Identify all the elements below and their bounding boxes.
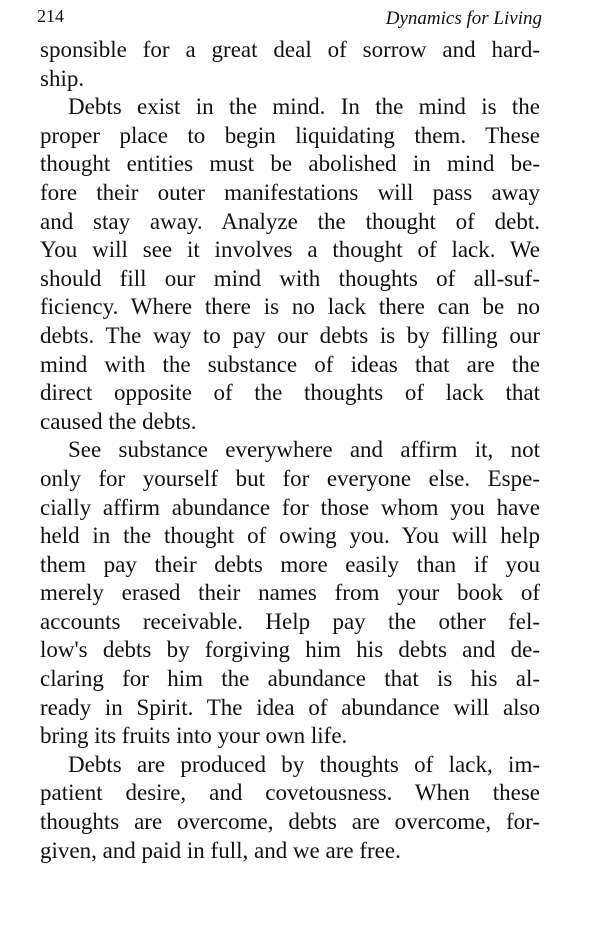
text-line: ready in Spirit. The idea of abundance will also [40,694,540,720]
text-line: Debts are produced by thoughts of lack, im- [68,751,540,777]
text-line: cially affirm abundance for those whom you have [40,494,540,520]
text-line: bring its fruits into your own life. [40,723,348,749]
text-line: mind with the substance of ideas that are the [40,351,540,377]
text-line: them pay their debts more easily than if you [40,551,540,577]
text-line: accounts receivable. Help pay the other fel- [40,608,540,634]
text-line: caused the debts. [40,408,197,434]
text-line: ficiency. Where there is no lack there can be no [40,294,540,320]
text-line: thought entities must be abolished in mind be- [40,151,540,177]
text-line: fore their outer manifestations will pass away [40,179,540,205]
body-text [40,36,540,865]
text-line: thoughts are overcome, debts are overcome, for- [40,809,540,835]
text-line: You will see it involves a thought of lack. We [40,237,540,263]
page-header [37,6,542,32]
text-line: Debts exist in the mind. In the mind is the [68,94,540,120]
text-line: should fill our mind with thoughts of all-suf- [40,265,540,291]
text-line: given, and paid in full, and we are free. [40,837,401,863]
text-line: and stay away. Analyze the thought of debt. [40,208,540,234]
text-line: ship. [40,65,85,91]
text-line: merely erased their names from your book of [40,580,540,606]
text-line: See substance everywhere and affirm it, not [68,437,540,463]
text-line: only for yourself but for everyone else. Espe- [40,465,540,491]
text-line: low's debts by forgiving him his debts and de- [40,637,540,663]
text-line: proper place to begin liquidating them. These [40,122,540,148]
text-line: held in the thought of owing you. You will help [40,523,540,549]
text-line: sponsible for a great deal of sorrow and hard- [40,37,540,62]
page-number: 214 [37,6,64,26]
text-line: direct opposite of the thoughts of lack that [40,380,540,406]
text-line: debts. The way to pay our debts is by filling our [40,322,540,348]
text-line: claring for him the abundance that is his al- [40,666,540,692]
running-title: Dynamics for Living [385,8,542,29]
text-line: patient desire, and covetousness. When these [40,780,540,806]
